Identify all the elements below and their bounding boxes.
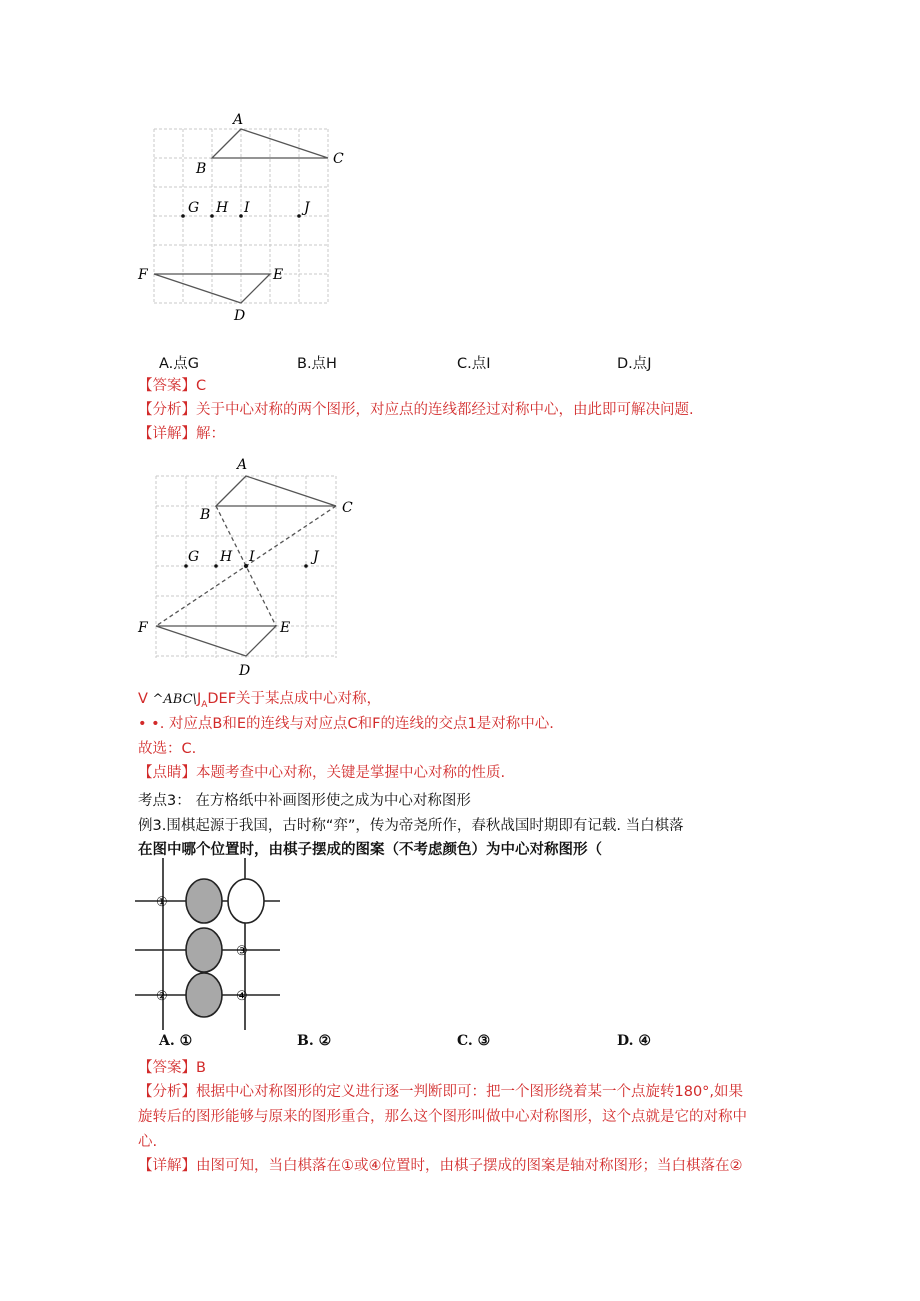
label-f: F	[138, 620, 148, 636]
mark-3: ③	[236, 944, 248, 959]
label-d: D	[234, 308, 246, 324]
solution-line-2: • •. 对应点B和E的连线与对应点C和F的连线的交点1是对称中心.	[138, 716, 554, 732]
label-i: I	[244, 200, 250, 216]
label-j: J	[304, 200, 310, 216]
point-j	[297, 214, 301, 218]
q1-option-a[interactable]: A.点G	[159, 356, 200, 372]
label-f: F	[138, 267, 148, 283]
label-g: G	[188, 549, 200, 565]
triangle-abc	[212, 129, 328, 158]
label-e: E	[280, 620, 291, 636]
detail-tag: 【详解】	[138, 426, 196, 442]
solution-rest: DEF关于某点成中心对称，	[207, 691, 382, 707]
point-j	[304, 564, 308, 568]
q3-option-c[interactable]: C. ③	[457, 1033, 491, 1049]
label-j: J	[313, 549, 319, 565]
label-h: H	[216, 200, 229, 216]
label-a: A	[237, 457, 248, 473]
example-3-line-2: 在图中哪个位置时，由棋子摆成的图案（不考虑颜色）为中心对称图形（	[138, 842, 602, 858]
label-i: I	[249, 549, 255, 565]
analysis-text: 关于中心对称的两个图形，对应点的连线都经过对称中心，由此即可解决问题.	[196, 402, 694, 418]
label-b: B	[200, 507, 211, 523]
solution-j: J	[196, 691, 202, 707]
q1-analysis	[138, 400, 694, 420]
q3-answer	[138, 1058, 206, 1078]
answer-value: C	[196, 378, 207, 394]
figure-2-solution-grid	[130, 450, 370, 682]
black-stone-top	[186, 879, 222, 923]
analysis-tag: 【分析】	[138, 1084, 196, 1100]
comment-tag: 【点睛】	[138, 765, 196, 781]
q1-answer	[138, 376, 206, 396]
q1-option-d[interactable]: D.点J	[617, 356, 652, 372]
q1-option-c[interactable]: C.点I	[457, 356, 491, 372]
detail-tag: 【详解】	[138, 1158, 196, 1174]
q3-option-b[interactable]: B. ②	[297, 1033, 332, 1049]
label-a: A	[233, 112, 244, 128]
go-board-figure	[135, 858, 285, 1033]
q1-option-b[interactable]: B.点H	[297, 356, 337, 372]
label-c: C	[342, 500, 353, 516]
q3-option-a[interactable]: A. ①	[159, 1033, 193, 1049]
black-stone-middle	[186, 928, 222, 972]
point-h	[210, 214, 214, 218]
comment-text: 本题考查中心对称，关键是掌握中心对称的性质.	[196, 765, 506, 781]
q3-option-d[interactable]: D. ④	[617, 1033, 651, 1049]
label-b: B	[196, 161, 207, 177]
answer-tag: 【答案】	[138, 378, 196, 394]
detail-text: 解：	[196, 426, 225, 442]
point-g	[181, 214, 185, 218]
q3-analysis-line-2: 旋转后的图形能够与原来的图形重合，那么这个图形叫做中心对称图形，这个点就是它的对称中	[138, 1109, 747, 1125]
mark-2: ②	[156, 989, 168, 1004]
analysis-tag: 【分析】	[138, 402, 196, 418]
mark-1: ①	[156, 895, 168, 910]
detail-text: 由图可知，当白棋落在①或④位置时，由棋子摆成的图案是轴对称图形；当白棋落在②	[196, 1158, 743, 1174]
answer-value: B	[196, 1060, 206, 1076]
q3-detail	[138, 1156, 743, 1176]
solution-line-1	[138, 689, 381, 715]
label-h: H	[220, 549, 233, 565]
q1-detail	[138, 424, 225, 444]
label-d: D	[239, 663, 251, 679]
point-i	[244, 564, 248, 568]
white-stone	[228, 879, 264, 923]
example-3-line-1: 例3.围棋起源于我国，古时称“弈”，传为帝尧所作，春秋战国时期即有记载. 当白棋落	[138, 818, 684, 834]
q3-analysis-line-3: 心.	[138, 1134, 158, 1150]
label-e: E	[273, 267, 284, 283]
figure-1-grid	[130, 105, 360, 325]
analysis-text: 根据中心对称图形的定义进行逐一判断即可：把一个图形绕着某一个点旋转180°,如果	[196, 1084, 744, 1100]
mark-4: ④	[236, 989, 248, 1004]
label-g: G	[188, 200, 200, 216]
black-stone-bottom	[186, 973, 222, 1017]
solution-italic: ^ABC\	[152, 692, 197, 707]
section-heading: 考点3： 在方格纸中补画图形使之成为中心对称图形	[138, 793, 471, 809]
answer-tag: 【答案】	[138, 1060, 196, 1076]
q3-analysis-line-1	[138, 1082, 743, 1102]
q1-comment	[138, 763, 505, 783]
solution-prefix: V	[138, 691, 153, 707]
point-h	[214, 564, 218, 568]
triangle-def	[154, 274, 270, 303]
solution-sub: A	[201, 699, 208, 710]
label-c: C	[333, 151, 344, 167]
point-i	[239, 214, 243, 218]
solution-line-3: 故选：C.	[138, 741, 197, 757]
